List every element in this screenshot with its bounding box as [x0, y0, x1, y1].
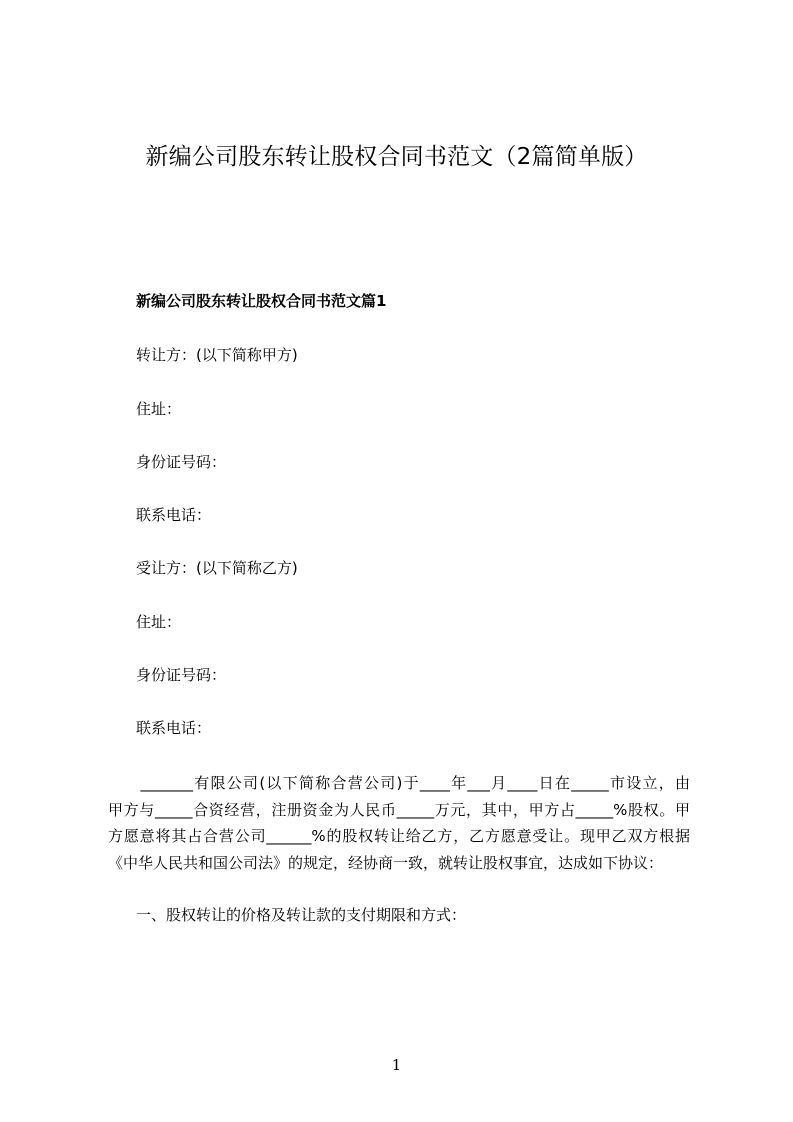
transferee-id-field: 身份证号码： [136, 666, 227, 684]
paragraph-line: _______有限公司(以下简称合营公司)于____年___月____日在_____市设立，由 [108, 774, 690, 792]
intro-paragraph [108, 770, 690, 876]
paragraph-line: 方愿意将其占合营公司______%的股权转让给乙方，乙方愿意受让。现甲乙双方根据 [108, 827, 690, 845]
section-heading: 一、股权转让的价格及转让款的支付期限和方式： [136, 906, 467, 924]
transferor-phone-field: 联系电话： [136, 506, 212, 524]
transferor-address-field: 住址： [136, 400, 182, 418]
paragraph-line: 《中华人民共和国公司法》的规定，经协商一致，就转让股权事宜，达成如下协议： [108, 853, 664, 872]
transferor-field: 转让方：(以下简称甲方) [136, 346, 298, 364]
document-title: 新编公司股东转让股权合同书范文（2篇简单版） [145, 144, 648, 170]
transferee-address-field: 住址： [136, 613, 182, 631]
paragraph-line: 甲方与_____合资经营，注册资金为人民币_____万元，其中，甲方占_____%股权。甲 [108, 800, 690, 819]
transferee-phone-field: 联系电话： [136, 719, 212, 737]
page-number: 1 [391, 1056, 402, 1074]
transferee-field: 受让方：(以下简称乙方) [136, 559, 298, 577]
transferor-id-field: 身份证号码： [136, 453, 227, 471]
section-subtitle: 新编公司股东转让股权合同书范文篇1 [136, 292, 387, 310]
